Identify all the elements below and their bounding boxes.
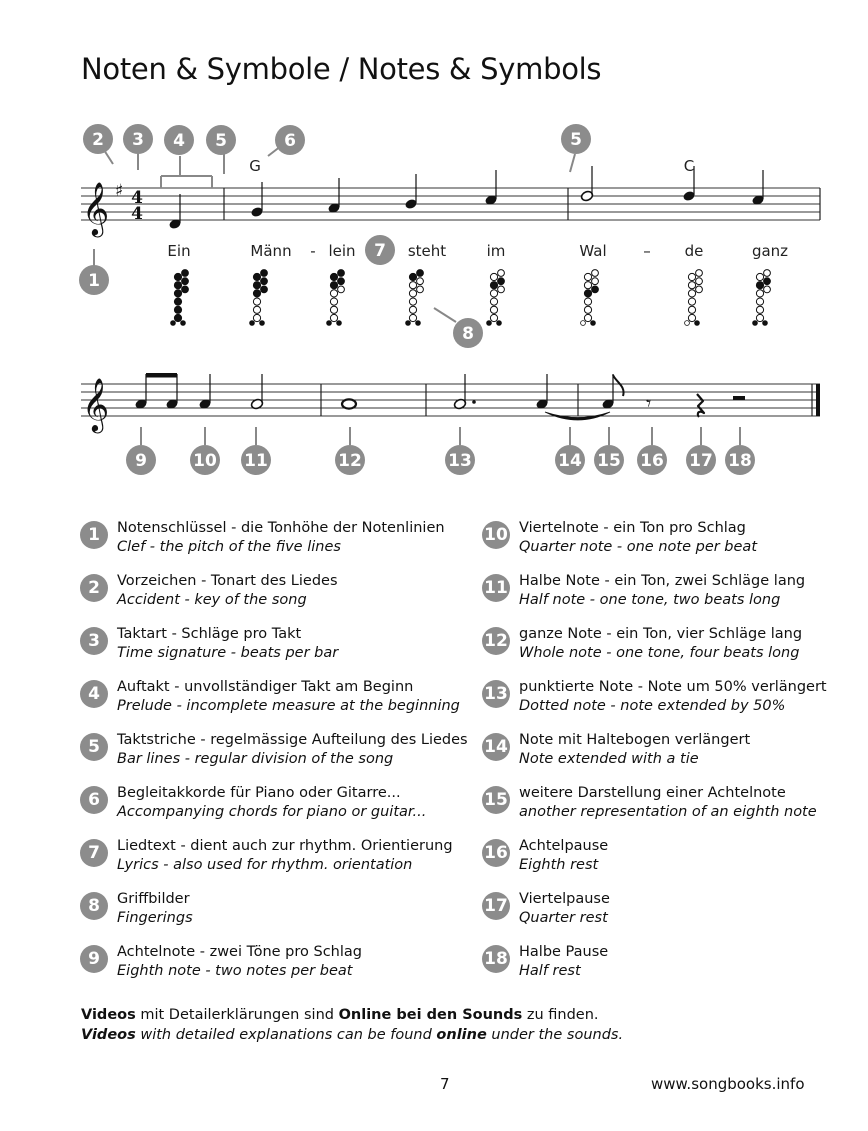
open-hole: [253, 314, 260, 321]
thumb-hole: [685, 321, 690, 326]
lyric-syllable: ganz: [751, 242, 789, 260]
legend-item-16: [482, 837, 862, 881]
website-link[interactable]: www.songbooks.info: [651, 1075, 805, 1093]
thumb-hole: [181, 321, 186, 326]
closed-hole: [756, 282, 763, 289]
legend-badge: 16: [482, 839, 510, 867]
open-hole: [688, 273, 695, 280]
back-hole: [417, 286, 424, 293]
legend-badge: 18: [482, 945, 510, 973]
legend-badge: 6: [80, 786, 108, 814]
open-hole: [330, 290, 337, 297]
lyric-syllable: Wal: [579, 242, 607, 260]
back-hole: [338, 270, 345, 277]
open-hole: [584, 298, 591, 305]
chord-symbol: G: [249, 157, 261, 175]
legend-badge: 3: [80, 627, 108, 655]
badge-number: 7: [374, 241, 386, 261]
badge-number: 15: [597, 451, 621, 471]
footer-bold: Videos: [81, 1007, 136, 1023]
open-hole: [490, 306, 497, 313]
legend-badge: 15: [482, 786, 510, 814]
guide-line: [104, 150, 113, 164]
footer-bold: Videos: [81, 1027, 136, 1043]
sharp-icon: ♯: [115, 181, 124, 201]
closed-hole: [174, 282, 181, 289]
badge-number: 10: [193, 451, 217, 471]
legend-text-en: Half note - one tone, two beats long: [519, 592, 781, 608]
page-title: Noten & Symbole / Notes & Symbols: [81, 52, 602, 86]
half-rest-icon: [733, 396, 745, 400]
back-hole: [261, 270, 268, 277]
legend-item-17: [482, 890, 862, 934]
annotation-badge-7: [365, 235, 395, 265]
lyric-syllable: steht: [407, 242, 447, 260]
back-hole: [764, 270, 771, 277]
open-hole: [490, 273, 497, 280]
sheet-music: [0, 0, 868, 500]
legend-text-en: Accompanying chords for piano or guitar...: [117, 804, 427, 820]
lyric-syllable: Männ: [250, 242, 292, 260]
legend-item-15: [482, 784, 862, 828]
legend-badge: 2: [80, 574, 108, 602]
open-hole: [409, 314, 416, 321]
chord-symbol: C: [683, 157, 695, 175]
note-dot: [472, 400, 476, 404]
annotation-badge-4: [164, 125, 194, 155]
legend-item-8: [80, 890, 460, 934]
legend-text-de: Auftakt - unvollständiger Takt am Beginn: [117, 679, 414, 695]
legend-badge: 11: [482, 574, 510, 602]
open-hole: [253, 298, 260, 305]
chord-symbols: [249, 157, 694, 175]
legend-text-de: weitere Darstellung einer Achtelnote: [519, 785, 786, 801]
thumb-hole: [416, 321, 421, 326]
annotation-badge-11: [241, 445, 271, 475]
legend-item-13: [482, 678, 862, 722]
open-hole: [330, 314, 337, 321]
back-hole: [338, 286, 345, 293]
note-whole-a4: [342, 399, 356, 408]
open-hole: [688, 298, 695, 305]
annotation-badge-12: [335, 445, 365, 475]
lyric-syllable: -: [310, 242, 316, 260]
lyrics: [167, 242, 788, 260]
legend-badge: 14: [482, 733, 510, 761]
badge-number: 13: [448, 451, 472, 471]
legend-text-en: Eighth rest: [519, 857, 599, 873]
fingering-chart: [487, 270, 505, 326]
back-hole: [592, 286, 599, 293]
open-hole: [584, 314, 591, 321]
closed-hole: [490, 282, 497, 289]
thumb-hole: [581, 321, 586, 326]
footer-bold: online: [436, 1027, 487, 1043]
legend-text-de: Notenschlüssel - die Tonhöhe der Notenlinien: [117, 520, 445, 536]
legend-text-de: Viertelnote - ein Ton pro Schlag: [519, 520, 746, 536]
thumb-hole: [406, 321, 411, 326]
footer-text: with detailed explanations can be found: [135, 1027, 437, 1043]
legend-text-en: Eighth note - two notes per beat: [117, 963, 353, 979]
legend-item-11: [482, 572, 862, 616]
footer-line-de: [81, 1005, 623, 1025]
legend-item-2: [80, 572, 460, 616]
back-hole: [696, 286, 703, 293]
badge-number: 5: [215, 131, 227, 151]
legend-text-de: Viertelpause: [519, 891, 610, 907]
final-bar-line: [816, 384, 820, 416]
guide-line: [570, 154, 575, 172]
notes-line-2: [134, 373, 745, 420]
footer-line-en: [81, 1025, 623, 1045]
legend-text-en: Dotted note - note extended by 50%: [519, 698, 786, 714]
annotation-badge-1: [79, 265, 109, 295]
legend-text-de: Begleitakkorde für Piano oder Gitarre...: [117, 785, 401, 801]
legend-badge: 17: [482, 892, 510, 920]
back-hole: [261, 278, 268, 285]
legend-item-4: [80, 678, 460, 722]
legend-text-de: Note mit Haltebogen verlängert: [519, 732, 751, 748]
thumb-hole: [260, 321, 265, 326]
closed-hole: [174, 298, 181, 305]
thumb-hole: [250, 321, 255, 326]
badge-number: 1: [88, 271, 100, 291]
open-hole: [584, 282, 591, 289]
closed-hole: [253, 282, 260, 289]
annotation-badge-2: [83, 124, 113, 154]
legend-badge: 1: [80, 521, 108, 549]
badge-number: 2: [92, 130, 104, 150]
legend-text-en: Prelude - incomplete measure at the beginning: [117, 698, 460, 714]
thumb-hole: [327, 321, 332, 326]
legend-text-de: Vorzeichen - Tonart des Liedes: [117, 573, 338, 589]
open-hole: [756, 314, 763, 321]
annotation-badge-17: [686, 445, 716, 475]
lyric-syllable: de: [684, 242, 704, 260]
legend-text-de: ganze Note - ein Ton, vier Schläge lang: [519, 626, 803, 642]
legend-text-en: Quarter note - one note per beat: [519, 539, 758, 555]
time-signature-top: 4: [131, 188, 143, 208]
fingering-chart: [327, 270, 345, 326]
thumb-hole: [753, 321, 758, 326]
back-hole: [592, 278, 599, 285]
thumb-hole: [171, 321, 176, 326]
annotation-badge-3: [123, 124, 153, 154]
lyric-syllable: Ein: [167, 242, 191, 260]
thumb-hole: [497, 321, 502, 326]
lyric-syllable: lein: [328, 242, 356, 260]
open-hole: [490, 314, 497, 321]
back-hole: [696, 270, 703, 277]
legend-badge: 13: [482, 680, 510, 708]
footer-text: mit Detailerklärungen sind: [135, 1007, 339, 1023]
legend-text-en: Note extended with a tie: [519, 751, 699, 767]
annotation-badge-13: [445, 445, 475, 475]
badge-number: 8: [462, 324, 474, 344]
back-hole: [498, 286, 505, 293]
badge-number: 16: [640, 451, 664, 471]
legend-text-en: Half rest: [519, 963, 581, 979]
treble-clef-icon: 𝄞: [82, 377, 110, 431]
legend-item-12: [482, 625, 862, 669]
fingering-chart: [250, 270, 268, 326]
thumb-hole: [487, 321, 492, 326]
badge-number: 6: [284, 131, 296, 151]
annotation-badge-6: [275, 125, 305, 155]
time-signature-bottom: 4: [131, 204, 143, 224]
badge-number: 17: [689, 451, 713, 471]
legend-text-de: Taktstriche - regelmässige Aufteilung des Liedes: [117, 732, 468, 748]
annotation-badge-15: [594, 445, 624, 475]
annotation-badge-8: [453, 318, 483, 348]
back-hole: [261, 286, 268, 293]
page-number: 7: [440, 1075, 450, 1093]
open-hole: [409, 298, 416, 305]
closed-hole: [409, 273, 416, 280]
badge-number: 3: [132, 130, 144, 150]
annotation-badge-9: [126, 445, 156, 475]
thumb-hole: [695, 321, 700, 326]
badge-number: 14: [558, 451, 582, 471]
legend-text-de: Griffbilder: [117, 891, 190, 907]
legend-text-de: Achtelnote - zwei Töne pro Schlag: [117, 944, 362, 960]
lyric-syllable: –: [643, 242, 651, 260]
badge-number: 9: [135, 451, 147, 471]
legend-text-de: Halbe Note - ein Ton, zwei Schläge lang: [519, 573, 806, 589]
closed-hole: [174, 273, 181, 280]
open-hole: [756, 273, 763, 280]
badge-number: 11: [244, 451, 268, 471]
legend-badge: 7: [80, 839, 108, 867]
open-hole: [490, 290, 497, 297]
badge-number: 5: [570, 130, 582, 150]
legend-text-en: Bar lines - regular division of the song: [117, 751, 394, 767]
back-hole: [592, 270, 599, 277]
footer-text: under the sounds.: [486, 1027, 624, 1043]
badge-number: 4: [173, 131, 185, 151]
fingering-chart: [685, 270, 703, 326]
open-hole: [330, 306, 337, 313]
open-hole: [409, 290, 416, 297]
back-hole: [182, 286, 189, 293]
closed-hole: [253, 273, 260, 280]
open-hole: [490, 298, 497, 305]
annotation-badge-5: [561, 124, 591, 154]
annotation-badge-18: [725, 445, 755, 475]
footer-note: [81, 1005, 623, 1045]
legend-badge: 8: [80, 892, 108, 920]
fingering-chart: [581, 270, 599, 326]
legend-badge: 4: [80, 680, 108, 708]
footer-bold: Online bei den Sounds: [338, 1007, 523, 1023]
note-beam: [146, 373, 177, 378]
annotation-badge-10: [190, 445, 220, 475]
badge-number: 18: [728, 451, 752, 471]
closed-hole: [330, 273, 337, 280]
guide-line: [434, 308, 456, 322]
legend-text-de: Halbe Pause: [519, 944, 609, 960]
legend-item-9: [80, 943, 460, 987]
open-hole: [756, 306, 763, 313]
fingering-charts: [171, 270, 771, 326]
open-hole: [330, 298, 337, 305]
back-hole: [498, 278, 505, 285]
legend-badge: 5: [80, 733, 108, 761]
note-flag: [613, 375, 624, 396]
open-hole: [409, 306, 416, 313]
lyric-syllable: im: [486, 242, 506, 260]
legend-item-5: [80, 731, 468, 775]
open-hole: [688, 290, 695, 297]
footer-text: zu finden.: [522, 1007, 599, 1023]
eighth-rest-icon: 𝄾: [646, 391, 652, 415]
annotation-badge-16: [637, 445, 667, 475]
legend-text-en: another representation of an eighth note: [519, 804, 817, 820]
closed-hole: [174, 314, 181, 321]
annotation-badge-5: [206, 125, 236, 155]
open-hole: [253, 306, 260, 313]
badge-number: 12: [338, 451, 362, 471]
legend-text-en: Accident - key of the song: [117, 592, 307, 608]
back-hole: [764, 286, 771, 293]
legend-badge: 10: [482, 521, 510, 549]
fingering-chart: [171, 270, 189, 326]
legend-text-de: Taktart - Schläge pro Takt: [117, 626, 302, 642]
legend-item-1: [80, 519, 460, 563]
legend-text-en: Clef - the pitch of the five lines: [117, 539, 341, 555]
treble-clef-icon: 𝄞: [82, 181, 110, 235]
back-hole: [696, 278, 703, 285]
legend-text-en: Whole note - one tone, four beats long: [519, 645, 800, 661]
back-hole: [417, 278, 424, 285]
closed-hole: [584, 290, 591, 297]
legend-badge: 12: [482, 627, 510, 655]
open-hole: [688, 314, 695, 321]
back-hole: [338, 278, 345, 285]
closed-hole: [174, 290, 181, 297]
thumb-hole: [337, 321, 342, 326]
legend-item-7: [80, 837, 460, 881]
open-hole: [756, 298, 763, 305]
legend-text-de: Achtelpause: [519, 838, 609, 854]
back-hole: [498, 270, 505, 277]
open-hole: [688, 282, 695, 289]
open-hole: [584, 306, 591, 313]
legend-text-de: Liedtext - dient auch zur rhythm. Orientierung: [117, 838, 453, 854]
legend-item-3: [80, 625, 460, 669]
legend-text-en: Lyrics - also used for rhythm. orientation: [117, 857, 413, 873]
closed-hole: [174, 306, 181, 313]
legend-item-6: [80, 784, 460, 828]
legend-item-10: [482, 519, 862, 563]
closed-hole: [253, 290, 260, 297]
open-hole: [584, 273, 591, 280]
thumb-hole: [763, 321, 768, 326]
legend-text-en: Time signature - beats per bar: [117, 645, 339, 661]
back-hole: [417, 270, 424, 277]
staff-line-2: [81, 377, 820, 433]
open-hole: [688, 306, 695, 313]
open-hole: [409, 282, 416, 289]
fingering-chart: [406, 270, 424, 326]
staff-line-1: [81, 181, 820, 237]
legend-text-de: punktierte Note - Note um 50% verlängert: [519, 679, 827, 695]
back-hole: [182, 270, 189, 277]
legend-text-en: Quarter rest: [519, 910, 608, 926]
thumb-hole: [591, 321, 596, 326]
closed-hole: [330, 282, 337, 289]
legend-item-14: [482, 731, 862, 775]
annotation-badge-14: [555, 445, 585, 475]
fingering-chart: [753, 270, 771, 326]
legend-text-en: Fingerings: [117, 910, 193, 926]
legend-badge: 9: [80, 945, 108, 973]
back-hole: [764, 278, 771, 285]
quarter-rest-icon: [697, 394, 704, 417]
open-hole: [756, 290, 763, 297]
back-hole: [182, 278, 189, 285]
legend-item-18: [482, 943, 862, 987]
